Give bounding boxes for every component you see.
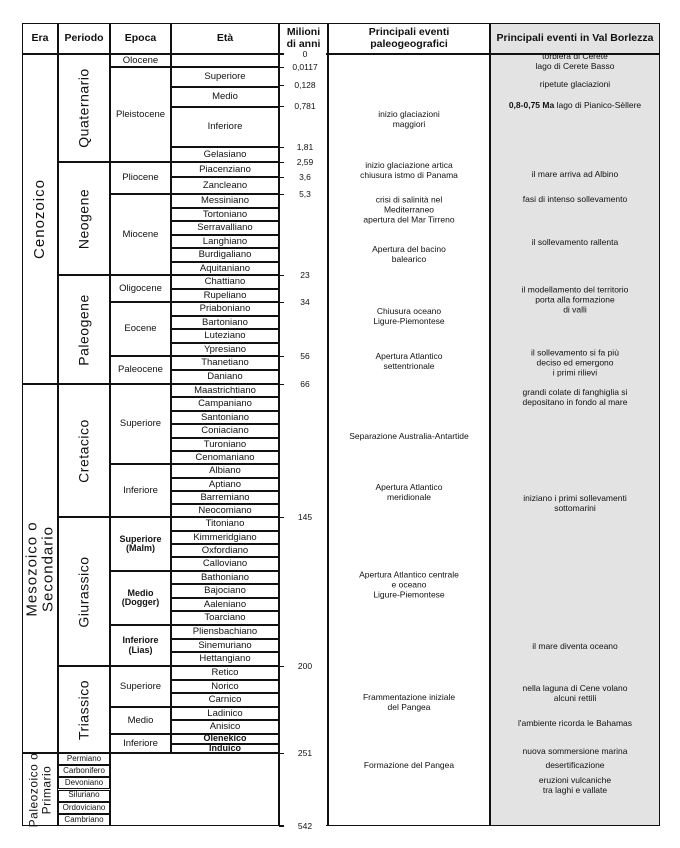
eta-stage-label: Gelasiano: [203, 148, 247, 160]
epoca-lias: [110, 625, 171, 666]
milioni-value: 3,6: [284, 173, 326, 182]
periodo-triassico-label: Triassico: [75, 679, 92, 740]
milioni-value: 0: [284, 50, 326, 59]
eta-stage: [171, 262, 279, 275]
milioni-value: 56: [284, 352, 326, 361]
periodo-paleozoico: [58, 814, 110, 826]
eta-stage-label: Rupeliano: [203, 289, 247, 301]
epoca-inferiore: [110, 734, 171, 753]
epoca-miocene: [110, 194, 171, 275]
evento-val-borlezza: torbiera di Cerete lago di Cerete Basso: [535, 51, 615, 71]
milioni-value: 23: [284, 271, 326, 280]
eta-stage: [171, 343, 279, 356]
eta-stage-label: Albiano: [209, 465, 241, 477]
milioni-value: 0,128: [284, 81, 326, 90]
milioni-value: 66: [284, 380, 326, 389]
epoca-pleistocene-label: Pleistocene: [115, 108, 166, 120]
eta-stage-label: Oxfordiano: [201, 544, 249, 556]
eta-stage-label: Barremiano: [200, 491, 250, 503]
epoca-medio-label: Medio: [127, 714, 154, 726]
eta-stage-label: Carnico: [208, 694, 242, 706]
header-epoca-label: Epoca: [124, 31, 157, 44]
eta-stage-label: Norico: [211, 680, 239, 692]
eta-stage-label: Ladinico: [207, 707, 243, 719]
milioni-value: 251: [284, 749, 326, 758]
evento-val-borlezza: nella laguna di Cene volano alcuni rettili: [522, 683, 628, 703]
eta-stage-label: Titoniano: [205, 518, 245, 530]
eta-stage: [171, 517, 279, 531]
eta-olocene-blank: [171, 54, 279, 67]
eta-stage: [171, 424, 279, 438]
eta-stage: [171, 491, 279, 504]
periodo-paleozoico: [58, 790, 110, 802]
evento-paleogeografico: crisi di salinità nel Mediterraneo apertura del Mar Tirreno: [363, 194, 455, 224]
eta-stage: [171, 289, 279, 302]
evento-val-borlezza: l'ambiente ricorda le Bahamas: [517, 718, 633, 729]
eta-stage-label: Inferiore: [207, 121, 243, 133]
epoca-paleocene: [110, 356, 171, 384]
eta-stage: [171, 720, 279, 734]
periodo-neogene: [58, 162, 110, 275]
evento-val-text: lago di Pianico-Sèllere: [556, 100, 642, 111]
paleozoico-blank: [110, 753, 279, 826]
periodo-paleozoico-label: Carbonifero: [63, 766, 105, 776]
milioni-value: 1,81: [284, 143, 326, 152]
eta-stage: [171, 652, 279, 666]
eta-stage: [171, 397, 279, 411]
eta-stage: [171, 329, 279, 343]
evento-val-borlezza: eruzioni vulcaniche tra laghi e vallate: [538, 775, 612, 795]
eta-stage: [171, 666, 279, 680]
periodo-paleozoico: [58, 777, 110, 789]
eta-stage-label: Maastrichtiano: [194, 384, 256, 396]
eta-stage: [171, 744, 279, 753]
periodo-cretacico-label: Cretacico: [75, 418, 92, 483]
epoca-lias-label: Inferiore (Lias): [122, 635, 159, 655]
eta-stage: [171, 67, 279, 87]
milioni-value: 0,0117: [284, 63, 326, 72]
epoca-dogger-label: Medio (Dogger): [121, 587, 160, 607]
epoca-medio: [110, 707, 171, 734]
epoca-eocene-label: Eocene: [124, 323, 157, 335]
epoca-superiore-label: Superiore: [119, 680, 162, 692]
evento-paleogeografico: Formazione del Pangea: [363, 760, 455, 771]
eta-stage-label: Bathoniano: [200, 571, 250, 583]
eta-stage-label: Santoniano: [200, 411, 250, 423]
eta-stage: [171, 356, 279, 370]
eta-stage-label: Aptiano: [208, 478, 242, 490]
era-mesozoico-label: Mesozoico o Secondario: [23, 520, 56, 617]
evento-val-borlezza: desertificazione: [545, 760, 605, 771]
eta-stage: [171, 177, 279, 194]
epoca-miocene-label: Miocene: [122, 228, 159, 240]
header-eventi-val: [490, 23, 660, 54]
epoca-inferiore-label: Inferiore: [123, 484, 158, 496]
eta-stage: [171, 571, 279, 584]
evento-paleogeografico: inizio glaciazioni maggiori: [378, 109, 440, 129]
pianico-data: 0,8-0,75 Ma: [508, 100, 555, 111]
eta-stage-label: Calloviano: [202, 558, 248, 570]
eta-stage: [171, 598, 279, 611]
epoca-eocene: [110, 302, 171, 356]
eta-stage: [171, 639, 279, 652]
epoca-superiore: [110, 666, 171, 707]
eta-stage: [171, 438, 279, 451]
milioni-value: 145: [284, 513, 326, 522]
milioni-column: [279, 54, 328, 826]
eta-stage-label: Medio: [212, 91, 238, 103]
eta-stage: [171, 208, 279, 221]
evento-val-borlezza: ripetute glaciazioni: [539, 79, 611, 90]
epoca-superiore-label: Superiore: [119, 418, 162, 430]
eta-stage: [171, 625, 279, 639]
eta-stage: [171, 316, 279, 329]
eta-stage: [171, 464, 279, 478]
epoca-inferiore-label: Inferiore: [123, 737, 158, 749]
evento-paleogeografico: Separazione Australia-Antartide: [349, 431, 469, 442]
epoca-oligocene-label: Oligocene: [119, 282, 162, 294]
eta-stage-label: Messiniano: [200, 195, 250, 207]
eta-stage: [171, 478, 279, 491]
evento-paleogeografico: Apertura Atlantico meridionale: [375, 482, 443, 502]
periodo-paleozoico-label: Siluriano: [68, 790, 100, 800]
eta-stage-label: Daniano: [207, 371, 243, 383]
periodo-giurassico-label: Giurassico: [75, 555, 92, 628]
era-cenozoico-label: Cenozoico: [31, 179, 49, 259]
milioni-value: 542: [284, 822, 326, 831]
epoca-oligocene: [110, 275, 171, 302]
eta-stage-label: Sinemuriano: [198, 639, 252, 651]
evento-paleogeografico: inizio glaciazione artica chiusura istmo di Panama: [360, 160, 458, 180]
epoca-pliocene-label: Pliocene: [122, 172, 159, 184]
evento-val-borlezza: [492, 101, 658, 111]
evento-val-borlezza: fasi di intenso sollevamento: [522, 194, 628, 205]
epoca-dogger: [110, 571, 171, 625]
header-era-label: Era: [31, 31, 49, 44]
epoca-olocene-label: Olocene: [122, 54, 159, 66]
eta-stage: [171, 411, 279, 424]
eta-stage-label: Pliensbachiano: [192, 626, 258, 638]
eta-stage: [171, 147, 279, 162]
milioni-value: 200: [284, 662, 326, 671]
eta-stage-label: Burdigaliano: [198, 249, 252, 261]
eta-stage: [171, 693, 279, 707]
header-eta-label: Età: [216, 31, 234, 44]
periodo-paleozoico: [58, 802, 110, 814]
eta-stage-label: Piacenziano: [199, 163, 251, 175]
eta-stage-label: Bartoniano: [202, 316, 248, 328]
evento-val-borlezza: grandi colate di fanghiglia si depositano in fondo al mare: [522, 387, 628, 407]
eta-stage: [171, 531, 279, 544]
periodo-quaternario: [58, 54, 110, 162]
eta-stage-label: Bajociano: [204, 585, 246, 597]
eta-stage: [171, 162, 279, 177]
header-eventi-paleo: [328, 23, 490, 54]
eta-stage: [171, 611, 279, 625]
periodo-paleogene-label: Paleogene: [75, 293, 92, 366]
eta-stage-label: Luteziano: [204, 330, 246, 342]
eta-stage-label: Aquitaniano: [199, 262, 251, 274]
epoca-superiore: [110, 384, 171, 464]
periodo-quaternario-label: Quaternario: [75, 68, 92, 148]
eta-stage-label: Ypresiano: [203, 343, 247, 355]
eta-stage: [171, 707, 279, 720]
evento-val-borlezza: il mare diventa oceano: [532, 641, 618, 652]
evento-val-borlezza: il sollevamento rallenta: [531, 237, 619, 248]
eta-stage-label: Toarciano: [204, 612, 246, 624]
periodo-paleozoico-label: Ordoviciano: [62, 802, 106, 812]
milioni-value: 34: [284, 298, 326, 307]
header-periodo: [58, 23, 110, 54]
periodo-giurassico: [58, 517, 110, 666]
epoca-pleistocene: [110, 67, 171, 162]
header-milioni-label: Milioni di anni: [286, 25, 321, 50]
eta-stage-label: Kimmeridgiano: [193, 531, 257, 543]
eta-stage-label: Anisico: [209, 721, 241, 733]
evento-val-borlezza: il mare arriva ad Albino: [531, 169, 619, 180]
eta-stage: [171, 194, 279, 208]
eta-stage-label: Serravalliano: [197, 222, 253, 234]
eta-stage: [171, 248, 279, 262]
epoca-malm-label: Superiore (Malm): [119, 533, 162, 553]
eta-stage-label: Turoniano: [203, 438, 247, 450]
eta-stage: [171, 235, 279, 248]
periodo-paleozoico-label: Devoniano: [64, 778, 104, 788]
evento-paleogeografico: Apertura del bacino balearico: [372, 244, 446, 264]
milioni-value: 2,59: [284, 158, 326, 167]
epoca-olocene: [110, 54, 171, 67]
eta-stage: [171, 302, 279, 316]
eta-stage: [171, 370, 279, 384]
milioni-value: 5,3: [284, 190, 326, 199]
header-eventi-paleo-label: Principali eventi paleogeografici: [368, 25, 450, 50]
epoca-pliocene: [110, 162, 171, 194]
eta-stage-label: Neocomiano: [198, 504, 252, 516]
eta-stage: [171, 451, 279, 464]
era-paleozoico: [22, 753, 58, 826]
eta-stage: [171, 275, 279, 289]
eta-stage-label: Campaniano: [198, 398, 252, 410]
eta-stage-label: Cenomaniano: [195, 451, 255, 463]
periodo-paleozoico: [58, 753, 110, 765]
eta-stage: [171, 544, 279, 557]
eta-stage-label: Retico: [211, 667, 239, 679]
evento-val-borlezza: iniziano i primi sollevamenti sottomarini: [523, 493, 627, 513]
periodo-neogene-label: Neogene: [75, 188, 92, 249]
eta-stage: [171, 504, 279, 517]
evento-paleogeografico: Apertura Atlantico settentrionale: [375, 351, 443, 371]
epoca-paleocene-label: Paleocene: [118, 364, 163, 376]
evento-paleogeografico: Apertura Atlantico centrale e oceano Ligure-Piemontese: [359, 569, 459, 599]
periodo-cretacico: [58, 384, 110, 517]
eta-stage: [171, 107, 279, 147]
eta-stage: [171, 557, 279, 571]
eta-stage-label: Tortoniano: [202, 208, 248, 220]
evento-val-borlezza: il modellamento del territorio porta alla formazione di valli: [521, 284, 629, 314]
periodo-paleozoico-label: Cambriano: [64, 814, 104, 824]
evento-val-borlezza: nuova sommersione marina: [522, 746, 628, 757]
eta-stage: [171, 384, 279, 397]
periodo-triassico: [58, 666, 110, 753]
periodo-paleogene: [58, 275, 110, 384]
era-cenozoico: [22, 54, 58, 384]
eta-stage-label: Coniaciano: [201, 425, 249, 437]
evento-paleogeografico: Chiusura oceano Ligure-Piemontese: [373, 306, 445, 326]
epoca-inferiore: [110, 464, 171, 517]
epoca-malm: [110, 517, 171, 571]
evento-val-borlezza: il sollevamento si fa più deciso ed emergono i primi rilievi: [531, 347, 619, 377]
era-paleozoico-label: Paleozoico o Primario: [26, 752, 53, 827]
header-era: [22, 23, 58, 54]
eta-stage-label: Thanetiano: [201, 357, 249, 369]
periodo-paleozoico: [58, 765, 110, 777]
header-eta: [171, 23, 279, 54]
eta-stage-label: Langhiano: [202, 235, 248, 247]
eta-stage: [171, 221, 279, 235]
milioni-value: 0,781: [284, 102, 326, 111]
eta-stage-label: Superiore: [204, 71, 246, 83]
eta-stage-label: Olenekico: [203, 733, 247, 744]
eta-stage-label: Induico: [209, 742, 241, 753]
eta-stage-label: Chattiano: [204, 276, 246, 288]
eta-stage-label: Priaboniano: [199, 303, 251, 315]
era-mesozoico: [22, 384, 58, 753]
evento-paleogeografico: Frammentazione iniziale del Pangea: [362, 692, 456, 712]
eta-stage-label: Aaleniano: [203, 598, 247, 610]
eta-stage: [171, 680, 279, 693]
eta-stage-label: Zancleano: [202, 179, 248, 191]
periodo-paleozoico-label: Permiano: [66, 753, 102, 763]
header-epoca: [110, 23, 171, 54]
header-eventi-val-label: Principali eventi in Val Borlezza: [496, 31, 654, 44]
eta-stage: [171, 584, 279, 598]
header-periodo-label: Periodo: [64, 31, 104, 44]
eta-stage-label: Hettangiano: [199, 653, 251, 665]
eta-stage: [171, 87, 279, 107]
